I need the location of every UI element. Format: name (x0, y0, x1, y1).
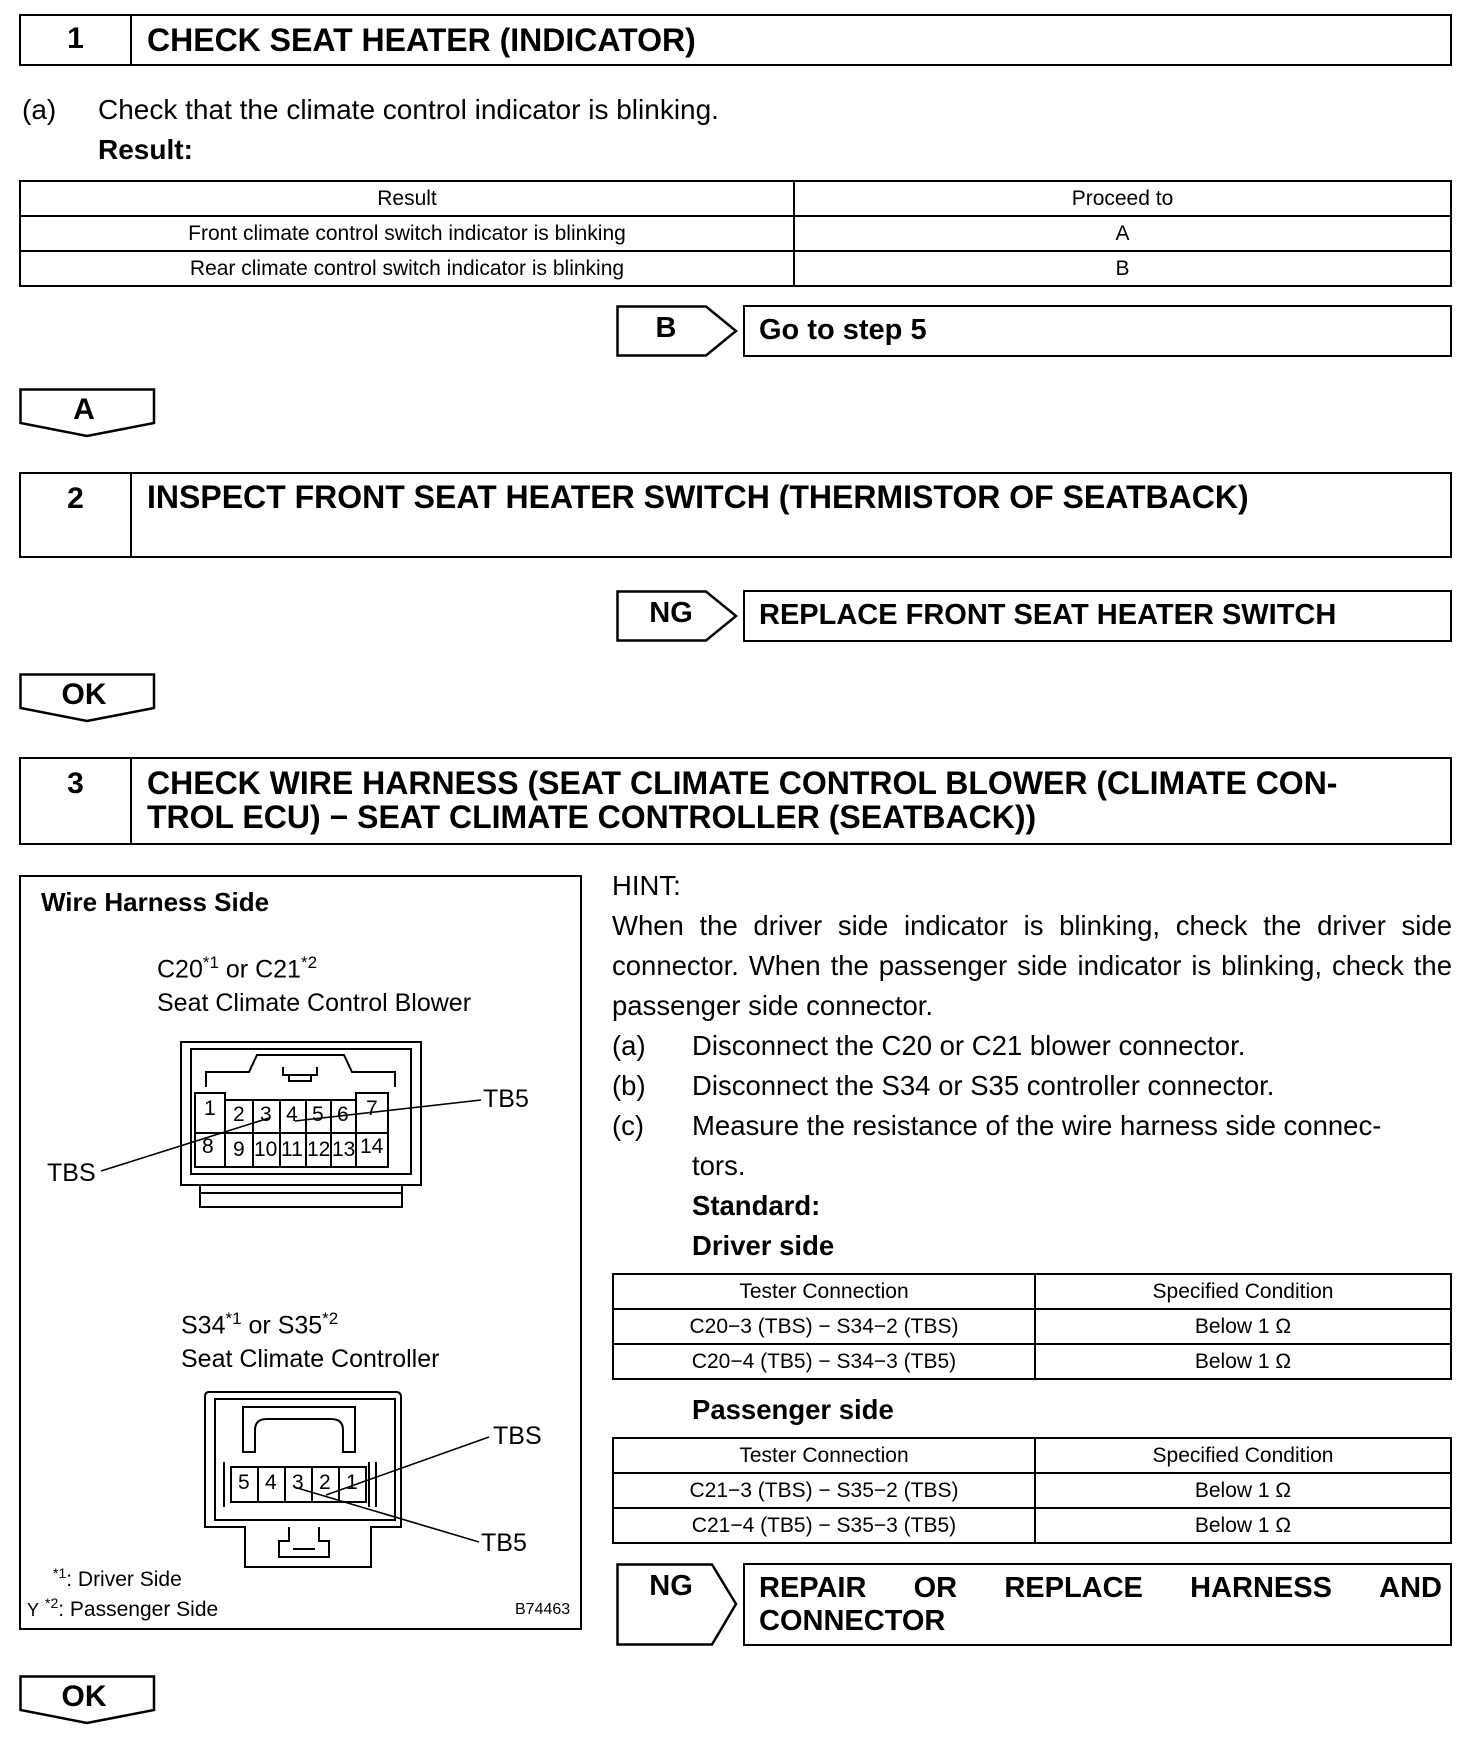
step1-result-label: Result: (98, 134, 193, 165)
connector1-sup-a: *1 (202, 953, 219, 972)
table-row (613, 1508, 1451, 1543)
table-cell: Below 1 Ω (1035, 1508, 1451, 1543)
table-row (20, 251, 1451, 286)
step1-instruction-label: (a) (22, 94, 57, 125)
pin-label: 7 (366, 1097, 378, 1120)
table-header-cell: Proceed to (794, 181, 1451, 216)
connector1-id-b: C21 (255, 955, 301, 984)
step3-continue-label: OK (61, 1680, 107, 1713)
connector2-tbs-label: TBS (493, 1422, 542, 1450)
step3-branch-tag (616, 1563, 740, 1646)
step2-title: INSPECT FRONT SEAT HEATER SWITCH (THERMISTOR OF SEATBACK) (147, 479, 1249, 515)
table-header-cell: Result (20, 181, 794, 216)
table-cell: Below 1 Ω (1035, 1344, 1451, 1379)
pin-label: 5 (238, 1471, 250, 1494)
step3-title-line1: CHECK WIRE HARNESS (SEAT CLIMATE CONTROL BLOWER (CLIMATE CON- (147, 765, 1338, 801)
step1-branch-action (743, 305, 1452, 357)
footnote-passenger (27, 1595, 218, 1622)
pin-label: 9 (233, 1138, 245, 1161)
step3-substep-a: Disconnect the C20 or C21 blower connector. (692, 1030, 1246, 1061)
step3-header (19, 757, 1452, 845)
tb52-leader-line (294, 1487, 479, 1542)
step2-branch-action (743, 590, 1452, 642)
pin-label: 6 (337, 1103, 349, 1126)
table-cell: C20−4 (TB5) − S34−3 (TB5) (613, 1344, 1035, 1379)
table-row (613, 1344, 1451, 1379)
pin-label: 10 (254, 1138, 278, 1161)
step3-branch-action-line2: CONNECTOR (759, 1605, 946, 1637)
table-row (613, 1309, 1451, 1344)
step1-continue-tag (19, 388, 159, 440)
connector1-sup-b: *2 (300, 953, 318, 972)
step1-header (19, 14, 1452, 66)
passenger-side-table (612, 1437, 1452, 1544)
footnote-driver-sup: *1 (53, 1565, 67, 1581)
step1-number: 1 (21, 16, 132, 64)
footnote-driver-text: : Driver Side (66, 1568, 182, 1591)
step3-title-line2: TROL ECU) − SEAT CLIMATE CONTROLLER (SEATBACK)) (147, 799, 1037, 835)
table-header-row (20, 181, 1451, 216)
pin-label: 1 (204, 1097, 216, 1120)
table-cell: C20−3 (TBS) − S34−2 (TBS) (613, 1309, 1035, 1344)
table-cell: C21−4 (TB5) − S35−3 (TB5) (613, 1508, 1035, 1543)
connector2-name: Seat Climate Controller (181, 1345, 440, 1373)
driver-side-table (612, 1273, 1452, 1380)
pin-label: 12 (307, 1138, 331, 1161)
table-cell: Rear climate control switch indicator is blinking (20, 251, 794, 286)
wire-harness-figure (19, 875, 582, 1630)
pin-label: 2 (319, 1471, 331, 1494)
table-header-row (613, 1274, 1451, 1309)
step3-substep-c-cont: tors. (692, 1150, 746, 1181)
step2-header (19, 472, 1452, 558)
connector1-name: Seat Climate Control Blower (157, 989, 472, 1017)
pin-label: 13 (332, 1138, 356, 1161)
figure-header: Wire Harness Side (41, 887, 270, 917)
pin-label: 1 (346, 1471, 358, 1494)
step1-branch-action-text: Go to step 5 (759, 314, 927, 346)
table-cell: Below 1 Ω (1035, 1309, 1451, 1344)
table-cell: C21−3 (TBS) − S35−2 (TBS) (613, 1473, 1035, 1508)
table-row (613, 1473, 1451, 1508)
connector2-or: or (241, 1311, 278, 1340)
connector2-tb5-label: TB5 (481, 1529, 527, 1557)
footnote-driver (53, 1565, 182, 1592)
step2-branch-tag (616, 590, 740, 642)
pin-label: 4 (286, 1103, 298, 1126)
step1-result-table (19, 180, 1452, 287)
connector1-or: or (218, 955, 256, 984)
step2-branch-action-text: REPLACE FRONT SEAT HEATER SWITCH (759, 599, 1337, 631)
step2-continue-label: OK (61, 678, 107, 711)
connector2-id-b: S35 (277, 1311, 323, 1340)
branch-word: AND (1379, 1572, 1442, 1604)
connector2-sup-a: *1 (225, 1309, 242, 1328)
table-header-cell: Specified Condition (1035, 1274, 1451, 1309)
step3-substep-b-label: (b) (612, 1070, 646, 1101)
connector2-id (181, 1309, 338, 1340)
step3-continue-tag (19, 1675, 159, 1727)
connector1-tbs-label: TBS (47, 1159, 96, 1187)
standard-label: Standard: (692, 1190, 821, 1221)
table-header-cell: Tester Connection (613, 1438, 1035, 1473)
step2-branch-tag-label: NG (649, 597, 693, 629)
step1-continue-label: A (73, 393, 95, 426)
table-cell: Front climate control switch indicator is blinking (20, 216, 794, 251)
pin-label: 14 (360, 1135, 384, 1158)
step3-number: 3 (21, 759, 132, 843)
table-header-cell: Tester Connection (613, 1274, 1035, 1309)
step3-branch-tag-label: NG (649, 1570, 693, 1602)
footnote-passenger-sup: *2 (45, 1595, 59, 1611)
step1-title: CHECK SEAT HEATER (INDICATOR) (147, 22, 696, 58)
step3-substep-a-label: (a) (612, 1030, 646, 1061)
connector1-tb5-label: TB5 (483, 1085, 529, 1113)
pin-label: 4 (265, 1471, 277, 1494)
step3-branch-action-line1 (759, 1572, 1442, 1605)
branch-word: REPLACE (1004, 1572, 1143, 1604)
step1-branch-tag-label: B (655, 312, 677, 344)
figure-code: B74463 (515, 1601, 571, 1618)
table-cell: B (794, 251, 1451, 286)
branch-word: REPAIR (759, 1572, 867, 1604)
passenger-side-label: Passenger side (692, 1394, 894, 1425)
connector2-id-a: S34 (181, 1311, 226, 1340)
pin-label: 5 (312, 1103, 324, 1126)
step1-instruction: Check that the climate control indicator is blinking. (98, 94, 719, 125)
step3-substep-c-label: (c) (612, 1110, 645, 1141)
table-cell: A (794, 216, 1451, 251)
step3-substep-b: Disconnect the S34 or S35 controller connector. (692, 1070, 1275, 1101)
footnote-prefix: Y (27, 1600, 40, 1620)
footnote-passenger-text: : Passenger Side (58, 1598, 219, 1621)
pin-label: 3 (292, 1471, 304, 1494)
step3-branch-action (743, 1563, 1452, 1646)
pin-label: 11 (281, 1138, 303, 1161)
connector1-id-a: C20 (157, 955, 203, 984)
hint-label: HINT: (612, 870, 681, 901)
hint-text: When the driver side indicator is blinking, check the driver side connector. When the passenger side indicator is blinking, check the passenger side connector. (612, 910, 1452, 1021)
branch-word: OR (913, 1572, 958, 1604)
driver-side-label: Driver side (692, 1230, 835, 1261)
table-cell: Below 1 Ω (1035, 1473, 1451, 1508)
pin-label: 3 (260, 1103, 272, 1126)
step3-hint-block (612, 866, 1452, 1026)
pin-label: 8 (202, 1135, 214, 1158)
step1-branch-tag (616, 305, 740, 357)
connector2-sup-b: *2 (322, 1309, 339, 1328)
step2-number: 2 (21, 474, 132, 556)
connector1-drawing (21, 877, 581, 1627)
table-header-row (613, 1438, 1451, 1473)
table-header-cell: Specified Condition (1035, 1438, 1451, 1473)
branch-word: HARNESS (1190, 1572, 1332, 1604)
pin-label: 2 (233, 1103, 245, 1126)
step3-substep-c: Measure the resistance of the wire harness side connec- (692, 1110, 1382, 1141)
table-row (20, 216, 1451, 251)
step2-continue-tag (19, 673, 159, 725)
